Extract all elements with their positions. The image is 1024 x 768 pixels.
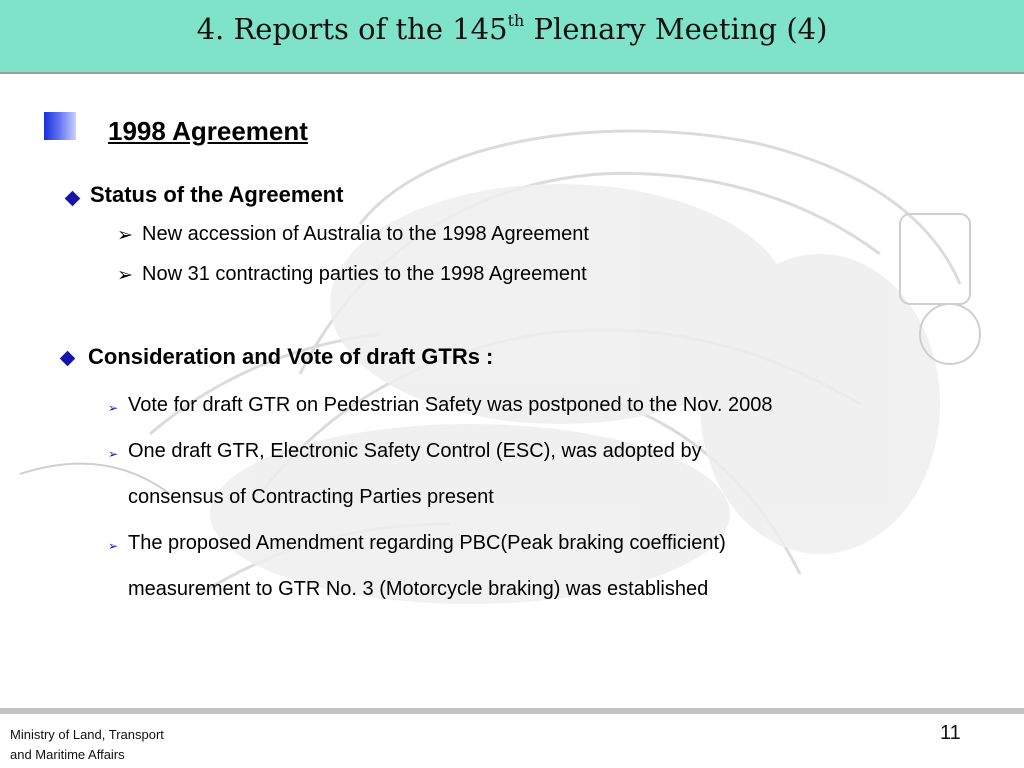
arrow-bullet-icon: ➢ xyxy=(117,265,133,286)
title-bar xyxy=(0,0,1024,74)
footer-divider xyxy=(0,708,1024,714)
footer-organization: Ministry of Land, Transport and Maritime Affairs xyxy=(10,727,164,762)
section-bullet-square xyxy=(44,112,76,140)
consideration-item-line: measurement to GTR No. 3 (Motorcycle braking) was established xyxy=(128,578,709,600)
arrow-bullet-icon: ➢ xyxy=(117,225,133,246)
consideration-item-line: Vote for draft GTR on Pedestrian Safety was postponed to the Nov. 2008 xyxy=(128,394,773,416)
status-heading: Status of the Agreement xyxy=(90,182,344,207)
consideration-heading: Consideration and Vote of draft GTRs : xyxy=(88,344,494,369)
arrow-bullet-icon: ➢ xyxy=(108,539,119,553)
status-item: Now 31 contracting parties to the 1998 Agreement xyxy=(142,263,587,285)
consideration-item-line: The proposed Amendment regarding PBC(Peak braking coefficient) xyxy=(128,532,726,554)
section-title: 1998 Agreement xyxy=(108,116,308,146)
arrow-bullet-icon: ➢ xyxy=(108,401,119,415)
arrow-bullet-icon: ➢ xyxy=(108,447,119,461)
status-item: New accession of Australia to the 1998 Agreement xyxy=(142,223,589,245)
page-number: 11 xyxy=(940,722,961,744)
consideration-item-line: One draft GTR, Electronic Safety Control (ESC), was adopted by xyxy=(128,440,702,462)
slide-title: 4. Reports of the 145th Plenary Meeting (4) xyxy=(196,11,828,46)
consideration-item-line: consensus of Contracting Parties present xyxy=(128,486,494,508)
